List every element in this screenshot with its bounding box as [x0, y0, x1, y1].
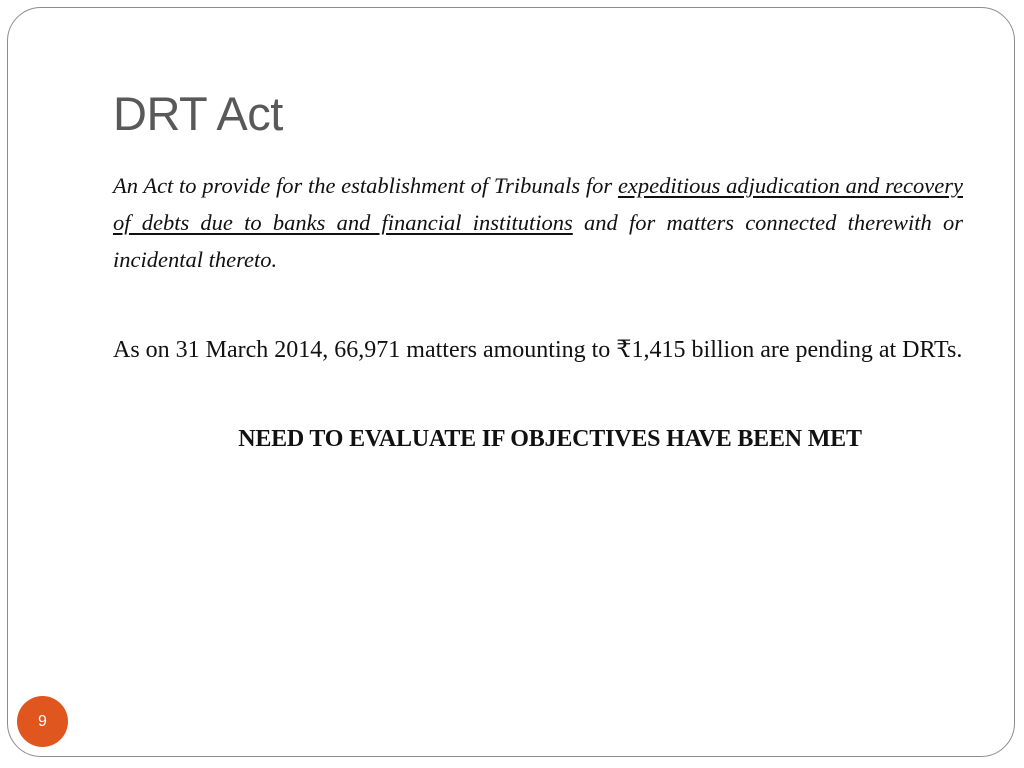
page-number: 9	[38, 712, 47, 730]
pending-matters-statement: As on 31 March 2014, 66,971 matters amounting to ₹1,415 billion are pending at DRTs.	[113, 337, 963, 363]
slide-title: DRT Act	[113, 87, 283, 140]
page-number-badge	[17, 696, 68, 747]
evaluation-heading: NEED TO EVALUATE IF OBJECTIVES HAVE BEEN MET	[238, 426, 862, 452]
act-description-tail: and for matters connected therewith or incidental thereto.	[113, 210, 963, 272]
act-description-lead: An Act to provide for the establishment of Tribunals for	[113, 173, 618, 198]
act-description-emphasis: expeditious adjudication and recovery of debts due to banks and financial institutions	[113, 173, 963, 235]
act-description	[113, 167, 963, 278]
slide-body	[113, 167, 963, 453]
